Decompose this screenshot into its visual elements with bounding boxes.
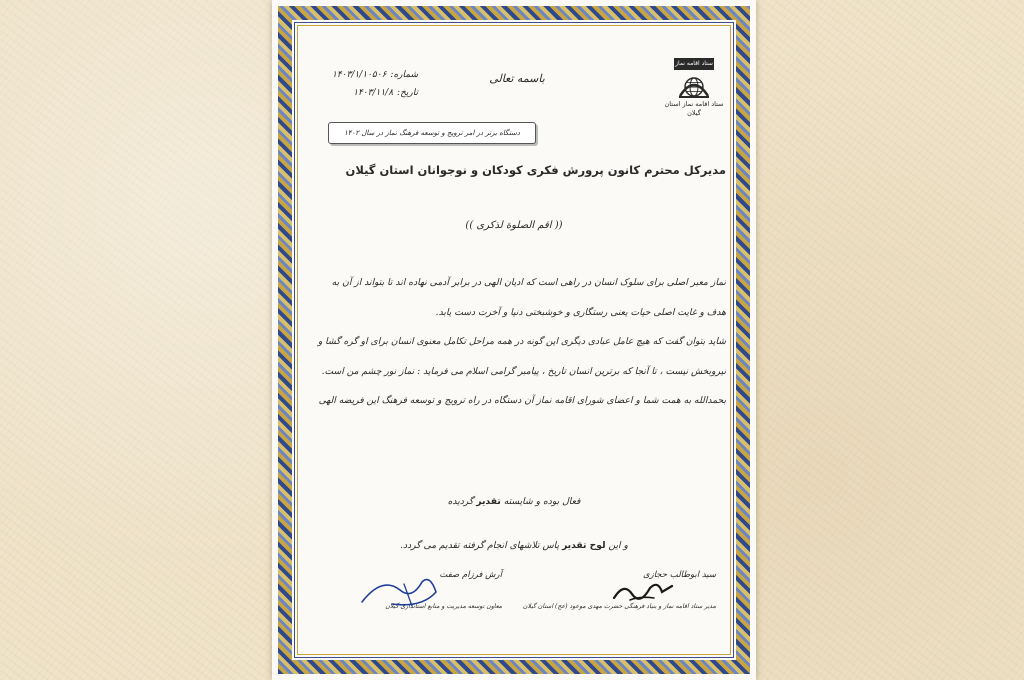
body-line: هدف و غایت اصلی حیات یعنی رستگاری و خوشبختی دنیا و آخرت دست یابد.	[435, 306, 726, 318]
closing-line-1	[302, 496, 726, 507]
date-label: تاریخ:	[397, 88, 418, 98]
signer-name: آرش فرزام صفت	[439, 570, 502, 580]
slogan-banner: دستگاه برتر در امر ترویج و توسعه فرهنگ نماز در سال ۱۴۰۲	[328, 122, 536, 144]
closing-text: و این	[608, 540, 628, 551]
number-label: شماره:	[390, 70, 418, 80]
organization-logo	[662, 58, 726, 118]
certificate-content	[302, 30, 726, 650]
body-line: نماز معبر اصلی برای سلوک انسان در راهی است که ادیان الهی در برابر آدمی نهاده اند تا بتواند از آن به	[331, 277, 726, 288]
closing-emphasis: تقدیر	[476, 496, 501, 507]
signer-title: معاون توسعه مدیریت و منابع استانداری گیلان	[385, 603, 502, 610]
handwritten-signature	[610, 576, 680, 606]
quote: (( اقم الصلوة لذکری ))	[465, 220, 563, 231]
closing-text: گردیده	[447, 496, 474, 507]
body-text	[316, 268, 726, 416]
date-value: ۱۴۰۳/۱۱/۸	[353, 88, 394, 98]
document-meta	[318, 66, 418, 102]
globe-icon	[677, 72, 711, 100]
body-line: نیروبخش نیست ، تا آنجا که برترین انسان تاریخ ، پیامبر گرامی اسلام می فرماید : نماز نور چشم من است.	[321, 365, 726, 377]
closing-text: فعال بوده و شایسته	[503, 496, 581, 507]
closing-emphasis: لوح تقدیر	[561, 540, 606, 551]
handwritten-signature	[352, 572, 442, 612]
invocation: باسمه تعالی	[489, 72, 545, 85]
body-line: شاید بتوان گفت که هیچ عامل عبادی دیگری این گونه در همه مراحل تکامل معنوی انسان برای او گره گشا و	[317, 336, 726, 347]
logo-badge: ستاد اقامه نماز	[674, 58, 714, 70]
body-line: بحمدالله به همت شما و اعضای شورای اقامه نماز آن دستگاه در راه ترویج و توسعه فرهنگ این فریضه الهی	[318, 395, 726, 406]
number-value: ۱۴۰۳/۱/۱۰۵۰۶	[332, 70, 387, 80]
closing-line-2	[302, 540, 726, 551]
closing-text: پاس تلاشهای انجام گرفته تقدیم می گردد.	[400, 540, 560, 551]
signer-title: مدیر ستاد اقامه نماز و بنیاد فرهنگی حضرت مهدی موعود (عج) استان گیلان	[522, 603, 716, 610]
signature-right	[522, 570, 716, 611]
certificate	[272, 0, 756, 680]
signature-left	[322, 570, 502, 611]
logo-caption: ستاد اقامه نماز استان گیلان	[664, 100, 724, 117]
signer-name: سید ابوطالب حجازی	[642, 570, 716, 580]
addressee: مدیرکل محترم کانون پرورش فکری کودکان و نوجوانان استان گیلان	[345, 163, 726, 177]
